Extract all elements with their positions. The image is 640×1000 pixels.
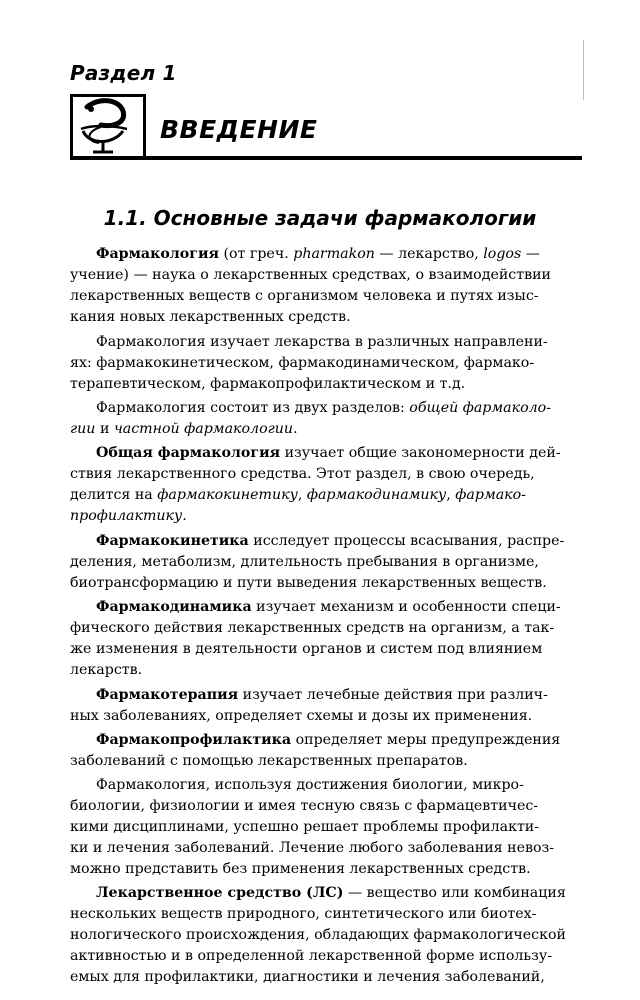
p9-line-5: можно представить без применения лекарственных средств. bbox=[70, 861, 531, 877]
text: — лекарство, bbox=[374, 246, 484, 262]
chapter-title: ВВЕДЕНИЕ bbox=[160, 115, 318, 144]
p6-line-1 bbox=[96, 597, 606, 617]
p4-line-2: ствия лекарственного средства. Этот раздел, в свою очередь, bbox=[70, 466, 535, 482]
bowl-of-hygieia-icon bbox=[70, 94, 146, 160]
p10-line-4: активностью и в определенной лекарственной форме использу- bbox=[70, 948, 552, 964]
bowl-of-hygieia-graphic bbox=[73, 97, 143, 157]
p7-line-1 bbox=[96, 685, 606, 705]
term-pharmakon: pharmakon bbox=[293, 246, 375, 262]
p4-line-3 bbox=[70, 485, 580, 505]
text: , bbox=[297, 487, 307, 503]
p9-line-1: Фармакология, используя достижения биологии, микро- bbox=[96, 777, 524, 793]
p3-line-1 bbox=[96, 398, 606, 418]
text: — вещество или комбинация bbox=[343, 885, 566, 901]
text: Фармакология состоит из двух разделов: bbox=[96, 400, 410, 416]
term-pharmacodynamics: фармакодинамику bbox=[306, 487, 447, 503]
text: определяет меры предупреждения bbox=[291, 732, 561, 748]
p2-line-2: ях: фармакокинетическом, фармакодинамическом, фармако- bbox=[70, 355, 535, 371]
term-medicinal-product-bold: Лекарственное средство (ЛС) bbox=[96, 885, 344, 901]
p6-line-3: же изменения в деятельности органов и систем под влиянием bbox=[70, 641, 543, 657]
p5-line-2: деления, метаболизм, длительность пребывания в организме, bbox=[70, 554, 539, 570]
p5-line-3: биотрансформацию и пути выведения лекарственных веществ. bbox=[70, 575, 547, 591]
p10-line-3: нологического происхождения, обладающих фармакологической bbox=[70, 927, 566, 943]
p9-line-2: биологии, физиологии и имея тесную связь с фармацевтичес- bbox=[70, 798, 539, 814]
term-general-pharmacology: общей фармаколо- bbox=[409, 400, 551, 416]
text: изучает лечебные действия при различ- bbox=[238, 687, 548, 703]
p9-line-3: кими дисциплинами, успешно решает проблемы профилакти- bbox=[70, 819, 540, 835]
header-horizontal-rule bbox=[70, 156, 582, 160]
p10-line-5: емых для профилактики, диагностики и лечения заболеваний, bbox=[70, 969, 545, 985]
text: исследует процессы всасывания, распре- bbox=[248, 533, 565, 549]
p4-line-4 bbox=[70, 506, 580, 526]
p1-line-1 bbox=[96, 244, 606, 264]
p4-line-1 bbox=[96, 443, 606, 463]
term-pharmacoprophylaxis-bold: Фармакопрофилактика bbox=[96, 732, 292, 748]
p6-line-2: фического действия лекарственных средств на организм, а так- bbox=[70, 620, 555, 636]
text: . bbox=[182, 508, 187, 524]
term-pharmacoprophylaxis: фармако- bbox=[455, 487, 526, 503]
text: делится на bbox=[70, 487, 158, 503]
term-special-pharmacology: частной фармакологии bbox=[113, 421, 294, 437]
term-pharmacokinetics-bold: Фармакокинетика bbox=[96, 533, 249, 549]
term-pharmacokinetics: фармакокинетику bbox=[157, 487, 298, 503]
p1-line-3: лекарственных веществ с организмом человека и путях изыс- bbox=[70, 288, 539, 304]
term-pharmacology: Фармакология bbox=[96, 246, 219, 262]
text: (от греч. bbox=[218, 246, 294, 262]
p8-line-1 bbox=[96, 730, 606, 750]
p6-line-4: лекарств. bbox=[70, 662, 143, 678]
p10-line-1 bbox=[96, 883, 606, 903]
p5-line-1 bbox=[96, 531, 606, 551]
text: — bbox=[521, 246, 540, 262]
p1-line-2: учение) — наука о лекарственных средствах, о взаимодействии bbox=[70, 267, 552, 283]
text: изучает общие закономерности дей- bbox=[280, 445, 561, 461]
term-logos: logos bbox=[483, 246, 522, 262]
p1-line-4: кания новых лекарственных средств. bbox=[70, 309, 351, 325]
text: изучает механизм и особенности специ- bbox=[251, 599, 561, 615]
p9-line-4: ки и лечения заболеваний. Лечение любого заболевания невоз- bbox=[70, 840, 555, 856]
text: , bbox=[446, 487, 456, 503]
term-pharmacoprophylaxis-cont: профилактику bbox=[70, 508, 183, 524]
term-pharmacotherapy-bold: Фармакотерапия bbox=[96, 687, 239, 703]
p2-line-1: Фармакология изучает лекарства в различных направлени- bbox=[96, 334, 548, 350]
term-general-pharmacology-cont: гии bbox=[70, 421, 96, 437]
p2-line-3: терапевтическом, фармакопрофилактическом и т.д. bbox=[70, 376, 466, 392]
section-label: Раздел 1 bbox=[70, 61, 177, 85]
p3-line-2 bbox=[70, 419, 580, 439]
p7-line-2: ных заболеваниях, определяет схемы и дозы их применения. bbox=[70, 708, 533, 724]
header-vertical-rule bbox=[583, 40, 584, 100]
text: и bbox=[95, 421, 114, 437]
p10-line-2: нескольких веществ природного, синтетического или биотех- bbox=[70, 906, 537, 922]
section-title: 1.1. Основные задачи фармакологии bbox=[103, 206, 537, 230]
text: . bbox=[293, 421, 298, 437]
term-general-pharmacology-bold: Общая фармакология bbox=[96, 445, 281, 461]
term-pharmacodynamics-bold: Фармакодинамика bbox=[96, 599, 252, 615]
p8-line-2: заболеваний с помощью лекарственных препаратов. bbox=[70, 753, 468, 769]
